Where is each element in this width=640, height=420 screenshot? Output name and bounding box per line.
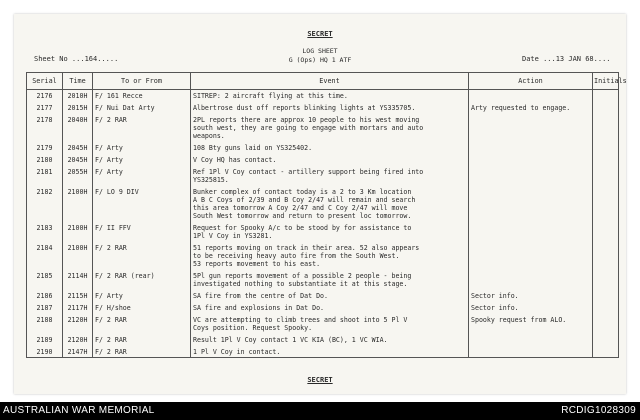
log-title: LOG SHEET [302,47,338,55]
initials-cell [593,90,619,102]
time-cell: 2040H [63,114,93,142]
time-cell: 2115H [63,290,93,302]
initials-cell [593,346,619,358]
action-cell: Arty requested to engage. [469,102,593,114]
serial-cell: 2179 [27,142,63,154]
archive-name: AUSTRALIAN WAR MEMORIAL [3,405,155,416]
serial-cell: 2185 [27,270,63,290]
classification-bottom: SECRET [307,376,333,384]
action-cell: Sector info. [469,290,593,302]
time-cell: 2045H [63,142,93,154]
action-cell [469,270,593,290]
sheet-number: Sheet No ...164..... [34,55,119,63]
col-event: Event [191,73,469,90]
action-cell [469,334,593,346]
event-cell: Result 1Pl V Coy contact 1 VC KIA (BC), 1 VC WIA. [191,334,469,346]
from-cell: F/ LO 9 DIV [93,186,191,222]
table-row [27,242,619,270]
from-cell: F/ Nui Dat Arty [93,102,191,114]
initials-cell [593,334,619,346]
event-cell: VC are attempting to climb trees and shoot into 5 Pl V Coys position. Request Spooky. [191,314,469,334]
from-cell: F/ H/shoe [93,302,191,314]
sheet-date: Date ...13 JAN 68.... [522,55,611,63]
initials-cell [593,114,619,142]
action-cell: Spooky request from ALO. [469,314,593,334]
initials-cell [593,270,619,290]
time-cell: 2015H [63,102,93,114]
time-cell: 2120H [63,314,93,334]
action-cell [469,114,593,142]
log-table [26,72,627,358]
event-cell: Albertrose dust off reports blinking lights at YS335705. [191,102,469,114]
action-cell [469,242,593,270]
action-cell [469,346,593,358]
time-cell: 2100H [63,186,93,222]
table-header-row [27,73,619,90]
time-cell: 2147H [63,346,93,358]
initials-cell [593,186,619,222]
serial-cell: 2177 [27,102,63,114]
serial-cell: 2180 [27,154,63,166]
time-cell: 2100H [63,222,93,242]
table-row [27,186,619,222]
serial-cell: 2176 [27,90,63,102]
event-cell: 2PL reports there are approx 10 people to his west moving south west, they are going to engage with mortars and auto weapons. [191,114,469,142]
initials-cell [593,102,619,114]
action-cell: Sector info. [469,302,593,314]
time-cell: 2114H [63,270,93,290]
serial-cell: 2178 [27,114,63,142]
event-cell: 1 Pl V Coy in contact. [191,346,469,358]
initials-cell [593,166,619,186]
time-cell: 2120H [63,334,93,346]
table-row [27,90,619,102]
time-cell: 2100H [63,242,93,270]
log-sheet-page [14,14,626,394]
serial-cell: 2181 [27,166,63,186]
action-cell [469,186,593,222]
col-to-or-from: To or From [93,73,191,90]
event-cell: 51 reports moving on track in their area. 52 also appears to be receiving heavy auto fire from the South West. 53 reports movement to his east. [191,242,469,270]
table-row [27,154,619,166]
table-row [27,222,619,242]
from-cell: F/ 2 RAR (rear) [93,270,191,290]
table-row [27,302,619,314]
serial-cell: 2182 [27,186,63,222]
action-cell [469,166,593,186]
event-cell: SA fire from the centre of Dat Do. [191,290,469,302]
from-cell: F/ 2 RAR [93,314,191,334]
table-row [27,102,619,114]
table-row [27,270,619,290]
time-cell: 2055H [63,166,93,186]
table-row [27,166,619,186]
initials-cell [593,314,619,334]
event-cell: Request for Spooky A/c to be stood by for assistance to 1Pl V Coy in YS3281. [191,222,469,242]
event-cell: SA fire and explosions in Dat Do. [191,302,469,314]
serial-cell: 2184 [27,242,63,270]
col-time: Time [63,73,93,90]
event-cell: V Coy HQ has contact. [191,154,469,166]
from-cell: F/ 2 RAR [93,346,191,358]
event-cell: SITREP: 2 aircraft flying at this time. [191,90,469,102]
col-serial: Serial [27,73,63,90]
action-cell [469,222,593,242]
from-cell: F/ Arty [93,142,191,154]
from-cell: F/ 2 RAR [93,334,191,346]
table-row [27,290,619,302]
initials-cell [593,142,619,154]
from-cell: F/ Arty [93,154,191,166]
initials-cell [593,154,619,166]
serial-cell: 2190 [27,346,63,358]
initials-cell [593,222,619,242]
initials-cell [593,242,619,270]
time-cell: 2045H [63,154,93,166]
table-row [27,114,619,142]
col-action: Action [469,73,593,90]
time-cell: 2117H [63,302,93,314]
from-cell: F/ II FFV [93,222,191,242]
action-cell [469,154,593,166]
serial-cell: 2187 [27,302,63,314]
event-cell: 108 Bty guns laid on YS325402. [191,142,469,154]
serial-cell: 2189 [27,334,63,346]
archive-id: RCDIG1028309 [561,405,636,416]
event-cell: Bunker complex of contact today is a 2 to 3 Km location A B C Coys of 2/39 and B Coy 2/47 will remain and search this area tomorrow A Coy 2/47 and C Coy 2/47 will move South West tomorrow and return to present loc tomorrow. [191,186,469,222]
serial-cell: 2183 [27,222,63,242]
log-unit: G (Ops) HQ 1 ATF [288,56,352,64]
serial-cell: 2186 [27,290,63,302]
table-row [27,346,619,358]
archive-footer [0,402,640,420]
classification-top: SECRET [307,30,333,38]
table-row [27,334,619,346]
log-body [27,90,619,358]
serial-cell: 2188 [27,314,63,334]
event-cell: 5Pl gun reports movement of a possible 2 people - being investigated nothing to substantiate it at this stage. [191,270,469,290]
table-row [27,314,619,334]
from-cell: F/ 2 RAR [93,242,191,270]
table-row [27,142,619,154]
from-cell: F/ Arty [93,290,191,302]
initials-cell [593,290,619,302]
event-cell: Ref 1Pl V Coy contact - artillery support being fired into YS325815. [191,166,469,186]
col-initials: Initials [593,73,619,90]
from-cell: F/ 161 Recce [93,90,191,102]
from-cell: F/ 2 RAR [93,114,191,142]
from-cell: F/ Arty [93,166,191,186]
initials-cell [593,302,619,314]
time-cell: 2010H [63,90,93,102]
action-cell [469,90,593,102]
action-cell [469,142,593,154]
